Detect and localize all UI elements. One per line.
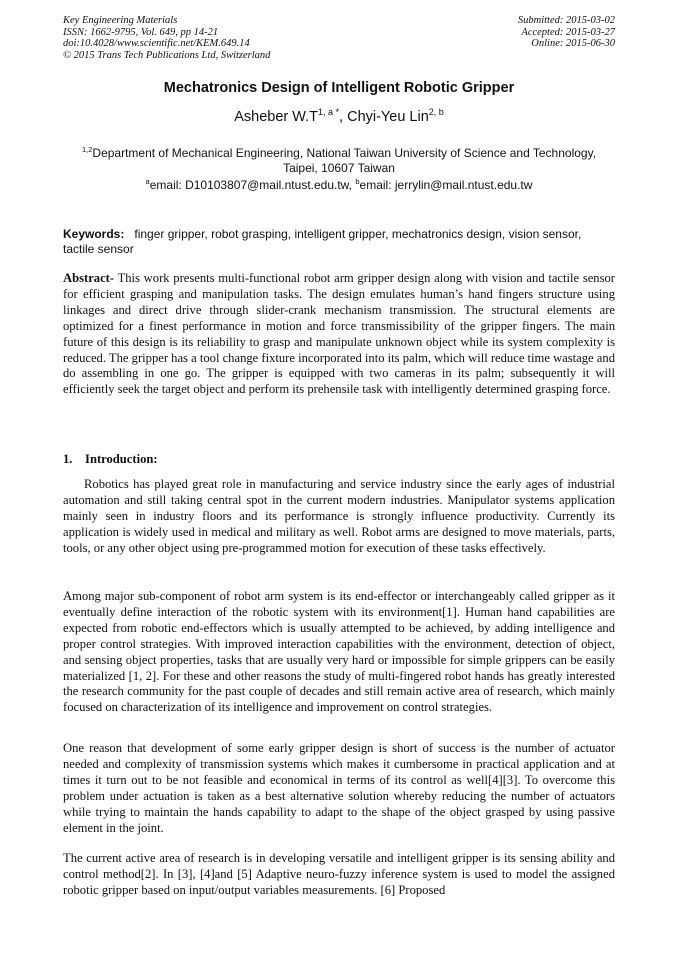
affiliation-block bbox=[63, 143, 615, 193]
author-separator: , bbox=[339, 108, 348, 125]
affiliation-line-1 bbox=[63, 143, 615, 161]
author-1-affil: 1, a * bbox=[318, 107, 340, 117]
email-b: email: jerrylin@mail.ntust.edu.tw bbox=[359, 178, 533, 192]
intro-paragraph-3: One reason that development of some early gripper design is short of success is the number of actuator needed and complexity of transmission systems which makes it cumbersome in practical application and at times it turn out to be not feasible and economical in terms of its control as well[4][3]. To overcome this problem under actuation is taken as a best alternative solution whereby reducing the number of actuators while trying to maintain the hands capability to adapt to the shape of the object grasped by using passive element in the joint. bbox=[63, 741, 615, 835]
keywords-label: Keywords: bbox=[63, 227, 125, 241]
email-line bbox=[63, 175, 615, 193]
submitted-date: Submitted: 2015-03-02 bbox=[517, 15, 615, 26]
accepted-date: Accepted: 2015-03-27 bbox=[521, 26, 615, 38]
copyright-line: © 2015 Trans Tech Publications Ltd, Switzerland bbox=[63, 49, 271, 61]
issn-line: ISSN: 1662-9795, Vol. 649, pp 14-21 bbox=[63, 26, 219, 38]
intro-paragraph-2: Among major sub-component of robot arm system is its end-effector or interchangeably called gripper as it eventually define interaction of the robotic system with its environment[1]. Human hand capabilities are expected from robotic end-effectors which is usually attempted to be achieved, by adding intelligence and proper control strategies. With improved interaction capabilities with the environment, detection of object, and sensing object properties, tasks that are usually very hard or impossible for simple grippers can be easily materialized [1, 2]. For these and other reasons the study of multi-fingered robot hands has greatly interested the research community for the past couple of decades and still remain active area of research, which mainly focused on characterization of its intelligence and improvement on control strategies. bbox=[63, 589, 615, 715]
doi-line: doi:10.4028/www.scientific.net/KEM.649.14 bbox=[63, 38, 250, 49]
paper-title: Mechatronics Design of Intelligent Robotic Gripper bbox=[163, 80, 515, 96]
author-2: Chyi-Yeu Lin bbox=[347, 108, 429, 125]
intro-paragraph-4: The current active area of research is in developing versatile and intelligent gripper is its sensing ability and control method[2]. In [3], [4]and [5] Adaptive neuro-fuzzy inference system is used to model the assigned robotic gripper based on input/output variables measurements. [6] Proposed bbox=[63, 851, 615, 897]
submission-dates bbox=[518, 15, 615, 50]
author-2-affil: 2, b bbox=[428, 107, 444, 117]
email-a-sup: a bbox=[145, 177, 150, 186]
keywords-block bbox=[63, 227, 615, 256]
email-a: email: D10103807@mail.ntust.edu.tw, bbox=[149, 178, 356, 192]
affiliation-text: Department of Mechanical Engineering, National Taiwan University of Science and Technology, bbox=[92, 146, 597, 160]
abstract-label: Abstract- bbox=[63, 271, 115, 285]
abstract-text: This work presents multi-functional robot arm gripper design along with vision and tactile sensor for efficient grasping and manipulation tasks. The design emulates human’s hand fingers structure using linkages and direct drive through slider-crank mechanism transmission. The structural elements are optimized for a finest performance in motion and force transmissibility of the gripper fingers. The main future of this design is its reliability to grasp and manipulate unknown object while its system complexity is reduced. The gripper has a tool change fixture incorporated into its palm, which will reduce time wastage and do assembling in one go. The gripper is equipped with two cameras in its palm; subsequently it will efficiently seek the target object and perform its prehensile task with intelligently determined grasping force. bbox=[63, 271, 615, 397]
abstract-paragraph bbox=[63, 271, 615, 398]
author-line bbox=[0, 107, 678, 125]
section-heading: 1. Introduction: bbox=[63, 452, 158, 466]
journal-name: Key Engineering Materials bbox=[63, 15, 178, 26]
author-1: Asheber W.T bbox=[234, 108, 319, 125]
keywords-text: finger gripper, robot grasping, intelligent gripper, mechatronics design, vision sensor, tactile sensor bbox=[63, 227, 582, 256]
affiliation-line-2: Taipei, 10607 Taiwan bbox=[283, 160, 395, 175]
intro-paragraph-1: Robotics has played great role in manufacturing and service industry since the early ages of industrial automation and still taking central spot in the current modern industries. Manipulator systems application mainly seen in industry floors and its performance is strongly influence productivity. Currently its application is widely used in medical and military as well. Robot arms are designed to move materials, parts, tools, or any other object using pre-programmed motion for execution of these tasks effectively. bbox=[63, 477, 615, 555]
journal-info bbox=[63, 15, 270, 61]
affiliation-sup: 1,2 bbox=[81, 145, 93, 154]
email-b-sup: b bbox=[355, 177, 360, 186]
online-date: Online: 2015-06-30 bbox=[531, 38, 615, 49]
